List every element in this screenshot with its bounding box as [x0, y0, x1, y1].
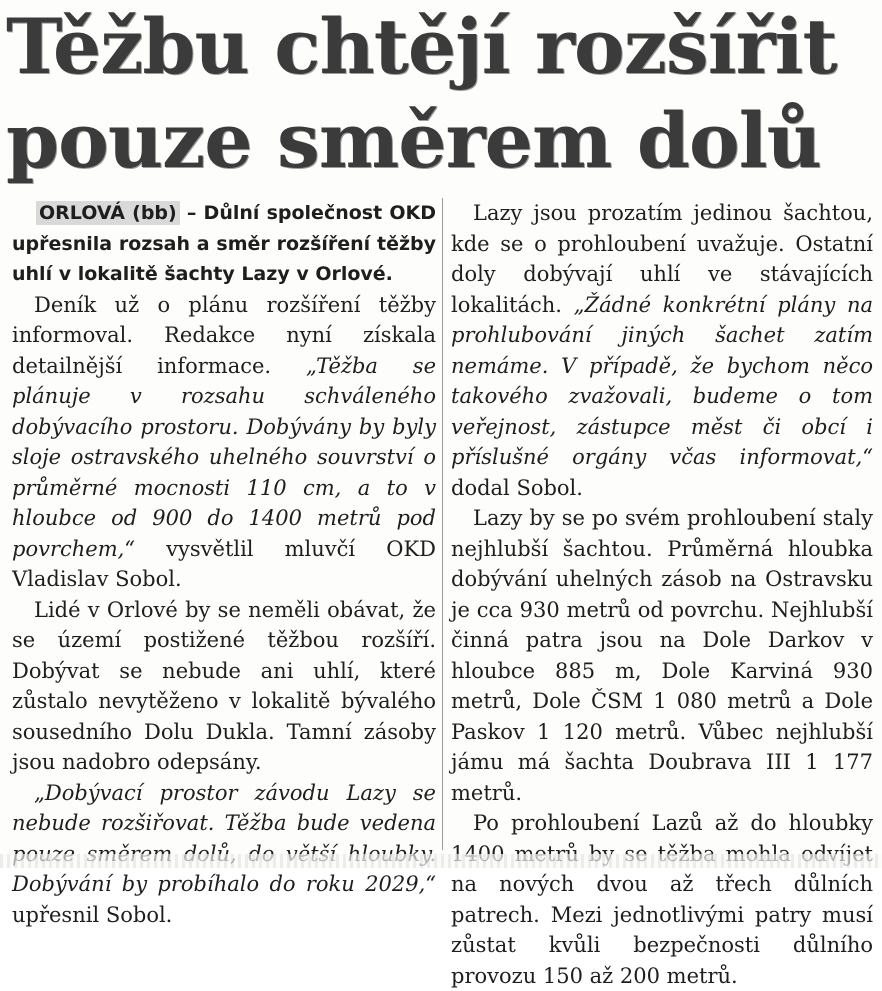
lead-paragraph — [12, 198, 436, 290]
lead-text: – Důlní společnost OKD upřesnila rozsah a směr rozšíření těžby uhlí v lokalitě šachty Lazy v Orlové. — [12, 202, 436, 285]
left-p1-text: Deník už o plánu rozšíření těžby informoval. Redakce nyní získala detailnější informace. — [12, 292, 436, 378]
left-column — [12, 198, 436, 930]
right-p1-after: dodal Sobol. — [451, 475, 583, 500]
left-p3-quote: „Dobývací prostor závodu Lazy se nebude rozšiřovat. Těžba bude vedena Dobývání by probíhalo do roku 2029,“ — [12, 780, 436, 896]
headline — [0, 0, 882, 188]
left-p1-after: vysvětlil mluvčí OKD Vladislav Sobol. — [12, 536, 436, 591]
right-paragraph-1 — [451, 198, 873, 503]
column-divider — [442, 198, 443, 850]
right-p1-text: Lazy jsou prozatím jedinou šachtou, kde se o prohloubení uvažuje. Ostatní doly dobývají uhlí ve stávajících lokalitách. — [451, 201, 873, 317]
left-p3-after: upřesnil Sobol. — [12, 902, 173, 927]
left-paragraph-1 — [12, 290, 436, 595]
left-paragraph-2: Lidé v Orlové by se neměli obávat, že se území postižené těžbou rozšíří. Dobývat se nebude ani uhlí, které zůstalo nevytěženo v lokalitě bývalého sousedního Dolu Dukla. Tamní zásoby jsou nadobro odepsány. — [12, 597, 436, 774]
scan-edge-noise — [0, 854, 882, 868]
right-paragraph-2: Lazy by se po svém prohloubení staly nejhlubší šachtou. Průměrná hloubka dobývání uhelných zásob na Ostravsku je cca 930 metrů od povrchu. Nejhlubší činná patra jsou na Dole Darkov v hloubce 885 m, Dole Karviná 930 metrů, Dole ČSM 1 080 metrů a Dole Paskov 1 120 metrů. Vůbec nejhlubší jámu má šachta Doubrava III 1 177 metrů. — [451, 506, 873, 805]
left-p1-quote: „Těžba se plánuje v rozsahu schváleného dobývacího prostoru. Dobývány by byly sloje ostravského uhelného souvrství o průměrné mocnosti 110 cm, a to v hloubce od 900 do 1400 metrů pod povrchem,“ — [12, 353, 437, 561]
headline-line-2: pouze směrem dolů — [6, 96, 821, 185]
headline-line-1: Těžbu chtějí rozšířit — [6, 2, 837, 91]
dateline: ORLOVÁ (bb) — [36, 201, 180, 225]
right-paragraph-3: Po prohloubení Lazů až do hloubky na nových dvou až třech důlních patrech. Mezi jednotlivými patry musí zůstat kvůli bezpečnosti důlního provozu 150 až 200 metrů. — [451, 811, 873, 988]
right-column — [451, 198, 873, 991]
right-p1-quote: „Žádné konkrétní plány na prohlubování jiných šachet zatím nemáme. V případě, že bychom něco takového zvažovali, budeme o tom veřejnost, zástupce měst či obcí i příslušné orgány včas informovat,“ — [451, 292, 873, 469]
